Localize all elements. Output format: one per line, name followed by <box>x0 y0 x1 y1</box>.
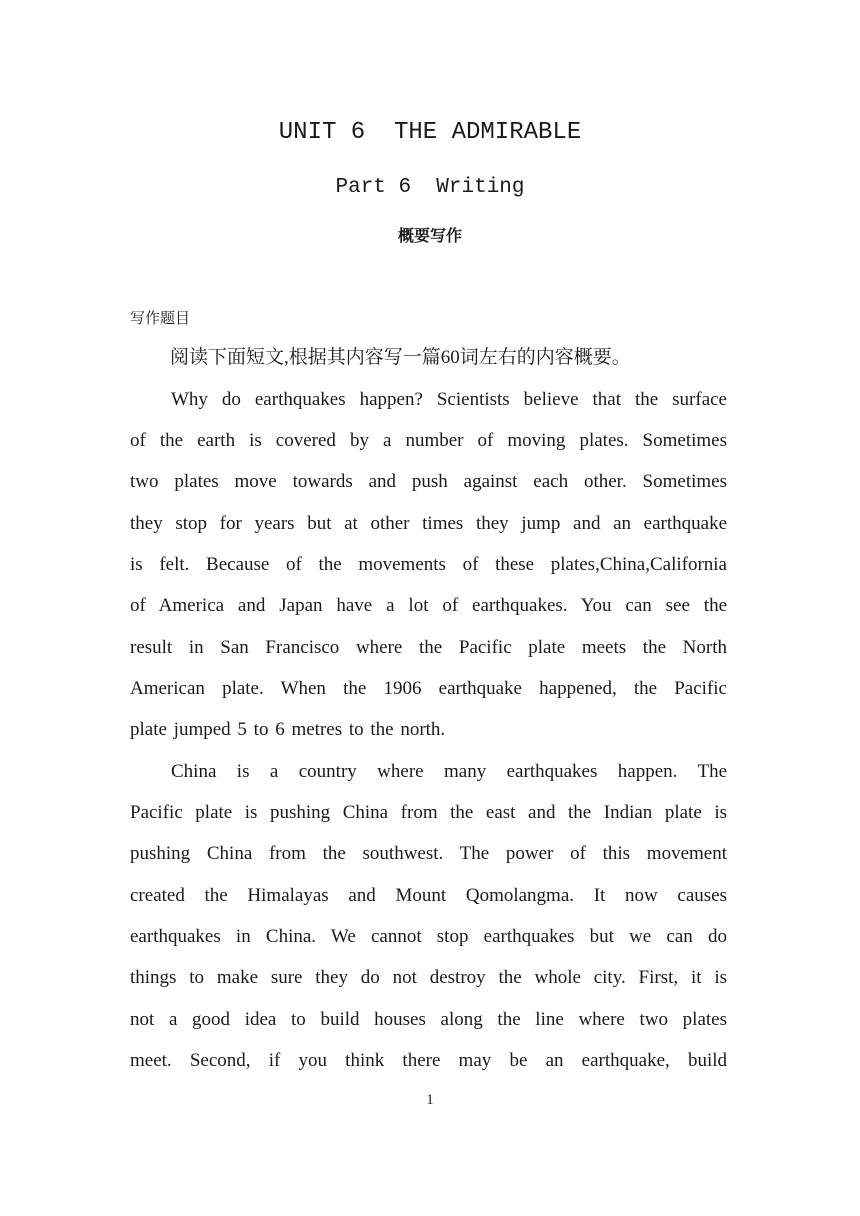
passage-line: result in San Francisco where the Pacific plate meets the North <box>130 637 727 658</box>
passage-line: not a good idea to build houses along the line where two plates <box>130 1009 727 1030</box>
passage-line: is felt. Because of the movements of these plates,China,California <box>130 554 727 575</box>
passage-line: pushing China from the southwest. The power of this movement <box>130 843 727 864</box>
section-title: 概要写作 <box>397 226 462 245</box>
page-number: 1 <box>426 1092 434 1108</box>
passage-line: two plates move towards and push against each other. Sometimes <box>130 471 727 492</box>
passage-line: of the earth is covered by a number of moving plates. Sometimes <box>130 430 727 451</box>
passage-line: they stop for years but at other times they jump and an earthquake <box>130 513 727 534</box>
passage-line: meet. Second, if you think there may be an earthquake, build <box>130 1050 727 1071</box>
passage-line: plate jumped 5 to 6 metres to the north. <box>130 719 446 740</box>
passage-line: American plate. When the 1906 earthquake happened, the Pacific <box>130 678 727 699</box>
passage-line: China is a country where many earthquakes happen. The <box>171 761 727 782</box>
passage-line: of America and Japan have a lot of earthquakes. You can see the <box>130 595 727 616</box>
passage-line: Pacific plate is pushing China from the east and the Indian plate is <box>130 802 727 823</box>
passage-line: created the Himalayas and Mount Qomolangma. It now causes <box>130 885 727 906</box>
passage-line: things to make sure they do not destroy the whole city. First, it is <box>130 967 727 988</box>
passage-line: Why do earthquakes happen? Scientists believe that the surface <box>171 389 727 410</box>
instruction-text: 阅读下面短文,根据其内容写一篇60词左右的内容概要。 <box>170 347 631 368</box>
writing-prompt-label: 写作题目 <box>130 309 191 327</box>
unit-title: UNIT 6 THE ADMIRABLE <box>278 119 582 146</box>
part-title: Part 6 Writing <box>335 176 525 199</box>
passage-line: earthquakes in China. We cannot stop earthquakes but we can do <box>130 926 727 947</box>
